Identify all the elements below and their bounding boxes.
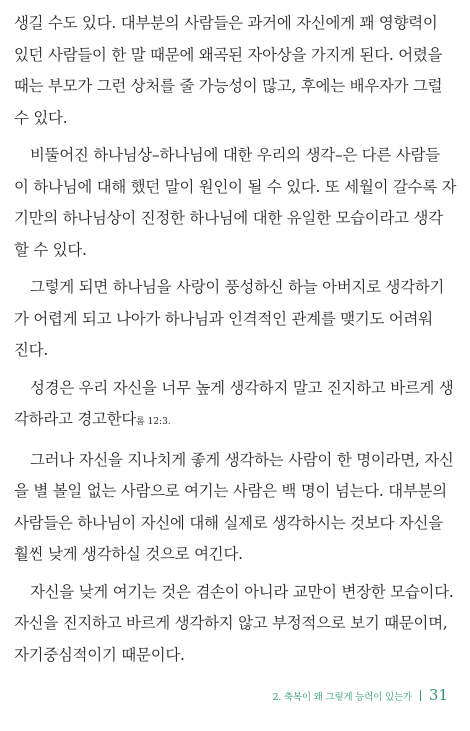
paragraph-6 bbox=[14, 577, 460, 672]
text-line: 수 있다. bbox=[14, 108, 68, 127]
text-line: 이 하나님에 대해 했던 말이 원인이 될 수 있다. 또 세월이 갈수록 자 bbox=[14, 177, 457, 196]
text-line: 할 수 있다. bbox=[14, 240, 87, 259]
text-line: 진다. bbox=[14, 341, 49, 359]
page-footer bbox=[272, 686, 448, 704]
text-line: 가 어렵게 되고 나아가 하나님과 인격적인 관계를 맺기도 어려워 bbox=[14, 309, 433, 328]
paragraph-2 bbox=[14, 140, 460, 266]
text-line-with-reference bbox=[14, 404, 460, 439]
text-line: 을 별 볼일 없는 사람으로 여기는 사람은 백 명이 넘는다. 대부분의 bbox=[14, 482, 447, 500]
text-line: 때는 부모가 그런 상처를 줄 가능성이 많고, 후에는 배우자가 그럴 bbox=[14, 77, 443, 95]
text-line: 자신을 낮게 여기는 것은 겸손이 아니라 교만이 변장한 모습이다. bbox=[30, 582, 454, 601]
text-line: 그러나 자신을 지나치게 좋게 생각하는 사람이 한 명이라면, 자신 bbox=[30, 450, 454, 469]
paragraph-3 bbox=[14, 272, 460, 367]
body-text bbox=[14, 8, 460, 677]
text-line: 있던 사람들이 한 말 때문에 왜곡된 자아상을 가지게 된다. 어렸을 bbox=[14, 45, 443, 64]
scripture-reference: 롬 12:3. bbox=[136, 417, 171, 427]
text-segment: 각하라고 경고한다 bbox=[14, 410, 137, 428]
paragraph-4 bbox=[14, 373, 460, 439]
text-line: 그렇게 되면 하나님을 사랑이 풍성하신 하늘 아버지로 생각하기 bbox=[30, 278, 445, 296]
paragraph-5 bbox=[14, 445, 460, 571]
text-line: 자기중심적이기 때문이다. bbox=[14, 645, 185, 664]
chapter-title: 2. 축복이 왜 그렇게 능력이 있는가 bbox=[272, 692, 412, 703]
text-line: 비뚤어진 하나님상–하나님에 대한 우리의 생각–은 다른 사람들 bbox=[30, 146, 440, 164]
text-line: 자신을 진지하고 바르게 생각하지 않고 부정적으로 보기 때문이며, bbox=[14, 614, 448, 632]
text-line: 기만의 하나님상이 진정한 하나님에 대한 유일한 모습이라고 생각 bbox=[14, 209, 443, 227]
footer-divider bbox=[420, 690, 421, 701]
text-line: 훨씬 낮게 생각하실 것으로 여긴다. bbox=[14, 545, 243, 563]
text-line: 사람들은 하나님이 자신에 대해 실제로 생각하시는 것보다 자신을 bbox=[14, 513, 443, 532]
text-line: 생길 수도 있다. 대부분의 사람들은 과거에 자신에게 꽤 영향력이 bbox=[14, 14, 438, 32]
page-number: 31 bbox=[428, 686, 448, 704]
paragraph-1 bbox=[14, 8, 460, 134]
text-line: 성경은 우리 자신을 너무 높게 생각하지 말고 진지하고 바르게 생 bbox=[30, 378, 454, 397]
